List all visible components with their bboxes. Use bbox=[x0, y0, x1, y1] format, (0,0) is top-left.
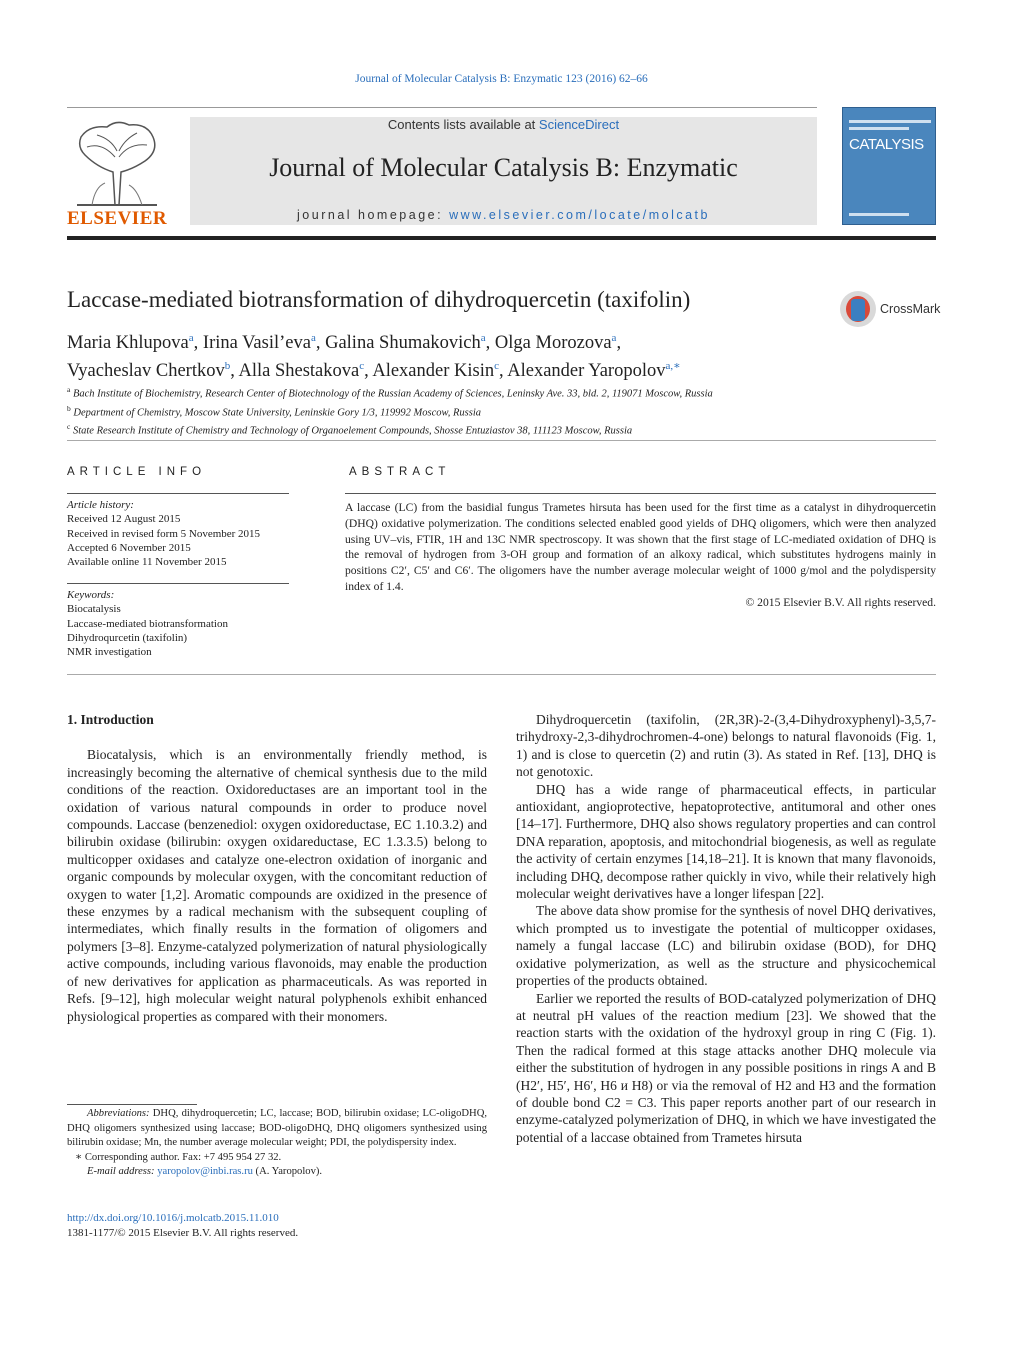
elsevier-wordmark: ELSEVIER bbox=[67, 208, 168, 229]
author[interactable]: Alla Shestakova bbox=[238, 361, 360, 382]
affiliation bbox=[67, 383, 937, 402]
divider bbox=[67, 440, 936, 441]
author-affiliation-mark[interactable]: a,∗ bbox=[665, 360, 681, 373]
footnote-rule bbox=[67, 1104, 197, 1105]
keyword: Biocatalysis bbox=[67, 603, 121, 616]
author[interactable]: Olga Morozova bbox=[494, 333, 612, 354]
cover-title: CATALYSIS bbox=[849, 136, 924, 153]
abstract-text: A laccase (LC) from the basidial fungus Trametes hirsuta has been used for the first time as a catalyst in dihydroquercetin (DHQ) oxidative polymerization. The conditions selected enabled good yields of DHQ oligomers, which were then analyzed using UV–vis, FTIR, 1H and 13C NMR spectroscopy. It was shown that the first stage of LC-mediated oxidation of DHQ is the removal of hydrogen from 3-OH group and formation of an alkoxy radical, which substitutes hydrogens mainly in positions C2′, C5′ and C6′. The oligomers have the number average molecular weight of 1000 g/mol and the polydispersity index of 1.4. bbox=[345, 501, 936, 593]
journal-title: Journal of Molecular Catalysis B: Enzymatic bbox=[269, 153, 738, 182]
history-item: Received 12 August 2015 bbox=[67, 513, 181, 526]
article-info-rule bbox=[67, 493, 289, 494]
abstract-body bbox=[345, 500, 936, 611]
keywords-rule bbox=[67, 583, 289, 584]
author-line-1: Maria Khlupova$^a$, Irina Vasil’eva$^a$, Galina Shumakovich$^a$, Olga Morozova$^a$, bbox=[67, 332, 622, 354]
keywords-label: Keywords: bbox=[67, 589, 115, 601]
history-label: Article history: bbox=[67, 499, 134, 511]
paragraph: Dihydroquercetin (taxifolin, (2R,3R)-2-(3,4-Dihydroxyphenyl)-3,5,7-trihydroxy-2,3-dihydrochromen-4-one) belongs to natural flavonoids (Fig. 1, 1) and is close to quercetin (2) and rutin (3). As stated in Ref. [13], DHQ is not genotoxic. bbox=[516, 712, 936, 780]
author[interactable]: Alexander Yaropolov bbox=[507, 361, 666, 382]
journal-citation[interactable]: Journal of Molecular Catalysis B: Enzymatic 123 (2016) 62–66 bbox=[355, 73, 648, 85]
abstract-heading: ABSTRACT bbox=[349, 466, 451, 478]
paragraph: The above data show promise for the synthesis of novel DHQ derivatives, which prompted us to investigate the potential of multicopper oxidases, namely a fungal laccase (LC) and bilirubin oxidase (BOD), for DHQ oxidative polymerization, as well as the structure and physicochemical properties of the products obtained. bbox=[516, 903, 936, 989]
author[interactable]: Galina Shumakovich bbox=[325, 333, 481, 354]
doi-link[interactable]: http://dx.doi.org/10.1016/j.molcatb.2015.11.010 bbox=[67, 1212, 279, 1224]
corresponding-author: ∗ Corresponding author. Fax: +7 495 954 27 32. bbox=[75, 1151, 282, 1163]
body-right-column bbox=[516, 711, 936, 1146]
author[interactable]: Irina Vasil’eva bbox=[202, 333, 311, 354]
abbreviations-footnote bbox=[67, 1107, 487, 1151]
author-affiliation-mark[interactable]: a bbox=[611, 332, 617, 344]
abbreviations-text: DHQ, dihydroquercetin; LC, laccase; BOD, bilirubin oxidase; LC-oligoDHQ, DHQ oligomers synthesized using laccase; BOD-oligoDHQ, DHQ oligomers synthesized using bilirubin oxidase; Mn, the number average molecular weight; PDI, the polydispersity index. bbox=[67, 1108, 487, 1148]
paragraph: DHQ has a wide range of pharmaceutical effects, in particular antioxidant, angioprotective, hepatoprotective, antitumoral and other ones [14–17]. Furthermore, DHQ also shows regulatory properties and can control DNA reparation, apoptosis, and mitochondrial biogenesis, as well as regulate the activity of certain enzymes [14,18–21]. It is known that many flavonoids, including DHQ, decompose rather quickly in vivo, while their relatively high molecular weight derivatives have a longer lifespan [22]. bbox=[516, 781, 936, 902]
affiliation-text: Department of Chemistry, Moscow State University, Leninskie Gory 1/3, 119992 Moscow, Russia bbox=[73, 407, 481, 419]
abstract-copyright: © 2015 Elsevier B.V. All rights reserved. bbox=[745, 595, 936, 609]
email-footnote bbox=[67, 1165, 487, 1180]
affiliations bbox=[67, 383, 937, 439]
contents-line bbox=[190, 117, 817, 132]
cover-decoration bbox=[849, 120, 931, 123]
email-suffix: (A. Yaropolov). bbox=[252, 1166, 323, 1177]
author[interactable]: Vyacheslav Chertkov bbox=[67, 361, 225, 382]
author-affiliation-mark[interactable]: c bbox=[359, 360, 365, 373]
sciencedirect-link[interactable]: ScienceDirect bbox=[538, 117, 620, 132]
homepage-link[interactable]: www.elsevier.com/locate/molcatb bbox=[449, 208, 710, 222]
article-history bbox=[67, 498, 297, 569]
homepage-prefix: journal homepage: bbox=[297, 208, 450, 222]
abstract-rule bbox=[345, 493, 936, 494]
header-thick-rule bbox=[67, 236, 936, 240]
affiliation-text: State Research Institute of Chemistry and Technology of Organoelement Compounds, Shosse Entuziastov 38, 111123 Moscow, Russia bbox=[72, 425, 633, 437]
crossmark-icon bbox=[840, 291, 876, 327]
footnotes bbox=[67, 1107, 487, 1180]
article-info-heading: ARTICLE INFO bbox=[67, 466, 207, 478]
history-item: Accepted 6 November 2015 bbox=[67, 541, 191, 554]
affiliation-mark: a bbox=[67, 385, 71, 394]
author-list bbox=[67, 327, 927, 383]
header-rule bbox=[67, 107, 817, 108]
history-item: Available online 11 November 2015 bbox=[67, 556, 227, 569]
author-affiliation-mark[interactable]: b bbox=[224, 360, 231, 373]
author[interactable]: Alexander Kisin bbox=[372, 361, 495, 382]
affiliation-text: Bach Institute of Biochemistry, Research Center of Biotechnology of the Russian Academy of Sciences, Leninsky Ave. 33, bld. 2, 119071 Moscow, Russia bbox=[72, 388, 713, 400]
issn-line: 1381-1177/© 2015 Elsevier B.V. All rights reserved. bbox=[67, 1227, 299, 1239]
affiliation bbox=[67, 402, 937, 421]
cover-decoration bbox=[849, 213, 909, 216]
author-affiliation-mark[interactable]: c bbox=[494, 360, 499, 373]
affiliation-mark: b bbox=[67, 403, 71, 413]
keyword: Laccase-mediated biotransformation bbox=[67, 617, 228, 630]
author[interactable]: Maria Khlupova bbox=[67, 333, 189, 354]
keywords bbox=[67, 588, 297, 659]
crossmark-badge[interactable] bbox=[840, 291, 940, 331]
crossmark-label: CrossMark bbox=[880, 302, 941, 316]
paragraph: Earlier we reported the results of BOD-catalyzed polymerization of DHQ at neutral pH values of the reaction medium [23]. We showed that the reaction starts with the oxidation of the hydroxyl group in ring C (Fig. 1). Then the radical formed at this stage attacks another DHQ molecule via either the substitution of hydrogen in any possible positions in rings A and B (H2′, H5′, H6′, H6 и H8) or via the removal of H2 and H3 and the formation of double bond C2 = C3. This paper reports another part of our research in enzyme-catalyzed polymerization of DHQ, in which we have investigated the potential of a laccase obtained from Trametes hirsuta bbox=[516, 990, 936, 1145]
email-label: E-mail address: bbox=[87, 1166, 158, 1177]
affiliation-mark: c bbox=[67, 422, 71, 432]
author-affiliation-mark[interactable]: a bbox=[310, 332, 316, 344]
divider bbox=[67, 674, 936, 675]
history-item: Received in revised form 5 November 2015 bbox=[67, 527, 261, 540]
email-link[interactable]: yaropolov@inbi.ras.ru bbox=[157, 1166, 253, 1177]
author-affiliation-mark[interactable]: a bbox=[480, 332, 486, 344]
paragraph: Biocatalysis, which is an environmentally friendly method, is increasingly becoming the alternative of chemical synthesis due to the mild conditions of the reaction. Oxidoreductases are an important tool in the oxidation of various natural compounds in order to produce novel compounds. Laccase (benzenediol: oxygen oxidoreductase, EC 1.10.3.2) and bilirubin oxidase (bilirubin: oxygen oxidareductase, EC 1.3.3.5) belong to multicopper oxidases and catalyze one-electron oxidation of inorganic and organic compounds by molecular oxygen, with the concomitant reduction of oxygen to water [1,2]. Aromatic compounds are oxidized in the presence of these enzymes by a radical mechanism with the subsequent coupling of intermediates, which finally results in the formation of oligomers and polymers [3–8]. Enzyme-catalyzed polymerization of natural physiologically active compounds, including various flavonoids, may enable the production of new derivatives for application as pharmaceuticals. As was reported in Refs. [9–12], high molecular weight natural polyphenols exhibit enhanced physiological properties as compared with their monomers. bbox=[67, 747, 487, 1024]
keyword: NMR investigation bbox=[67, 646, 152, 659]
abbreviations-label: Abbreviations: bbox=[87, 1108, 150, 1119]
section-heading: 1. Introduction bbox=[67, 712, 154, 727]
article-title: Laccase-mediated biotransformation of dihydroquercetin (taxifolin) bbox=[67, 287, 691, 312]
journal-cover-image[interactable] bbox=[842, 107, 936, 225]
contents-prefix: Contents lists available at bbox=[387, 117, 539, 132]
doi-block bbox=[67, 1211, 298, 1241]
keyword: Dihydroqurcetin (taxifolin) bbox=[67, 631, 188, 644]
body-left-column bbox=[67, 711, 487, 1025]
author-line-2: Vyacheslav Chertkov$^b$, Alla Shestakova$^c$, Alexander Kisin$^c$, Alexander Yaropolov$^{a,∗}$ bbox=[67, 360, 681, 382]
homepage-line bbox=[190, 208, 817, 222]
cover-decoration bbox=[849, 127, 909, 130]
affiliation bbox=[67, 420, 937, 439]
author-affiliation-mark[interactable]: a bbox=[188, 332, 194, 344]
